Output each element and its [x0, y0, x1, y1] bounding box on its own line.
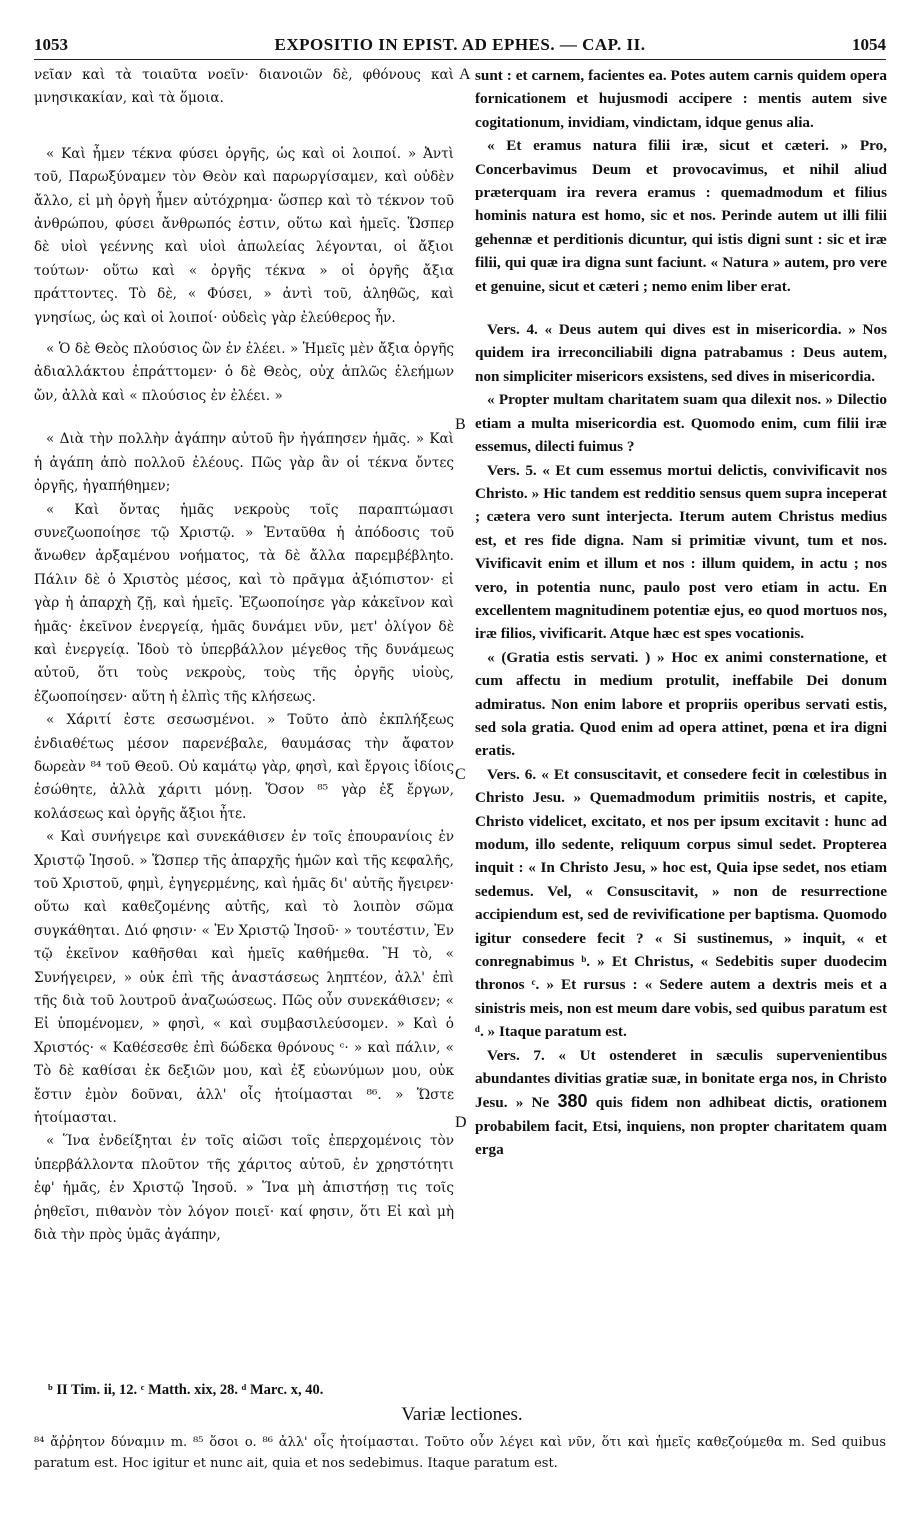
- latin-paragraph: « Et eramus natura filii iræ, sicut et cæteri. » Pro, Concerbavimus Deum et provocavimus, et nihil aliud præterquam ira revera eramus : quemadmodum et filius hominis natura est homo, sic et nos. Perinde autem ut illi filii gehennæ et perditionis dicuntur, qui istis digni sunt : sic et iræ filii, qui quæ ira digna sunt faciunt. « Natura » autem, pro vere et genuine, sicut et cæteri ; nemo enim liber erat.: [475, 137, 887, 295]
- page-number-right: 1054: [852, 35, 886, 54]
- latin-paragraph: [475, 1044, 887, 1162]
- latin-paragraph: « (Gratia estis servati. ) » Hoc ex animi consternatione, et cum affectu in medium protulit, ineffabile Dei donum admiratus. Non enim labore et propriis operibus servati estis, sed sola gratia. Quod enim ad opera attinet, pœna et ira digni eratis.: [475, 648, 887, 760]
- latin-paragraph: Vers. 5. « Et cum essemus mortui delictis, convivificavit nos Christo. » Hic tandem est redditio sensus quem supra inceperat ; cætera vero sunt interjecta. Iterum autem Christus medius est, et res fide digna. Nam si primitiæ vivunt, tum et nos. Vivificavit enim et illum et nos : illum quidem, in actu ; nos vero, in potentia nunc, paulo post vero etiam in actu. En excellentem magnitudinem potentiæ ejus, eo quod mortuos nos, iræ filios, vivificarit. Atque hæc est spes vocationis.: [475, 461, 887, 643]
- greek-paragraph: « Καὶ συνήγειρε καὶ συνεκάθισεν ἐν τοῖς ἐπουρανίοις ἐν Χριστῷ Ἰησοῦ. » Ὥσπερ τῆς ἀπαρχῆς ἡμῶν καὶ τῆς κεφαλῆς, τοῦ Χριστοῦ, φημὶ, ἐγηγερμένης, καὶ ἡμᾶς δι' αὐτῆς ἤγειρεν· οὕτω καὶ καθεζομένης αὐτῆς, καὶ τὸ λοιπὸν σῶμα συγκάθηται. Διό φησιν· « Ἐν Χριστῷ Ἰησοῦ· » τουτέστιν, Ἐν τῷ ἐκεῖνον καθῆσθαι καὶ ἡμεῖς καθήμεθα. Ἢ τὸ, « Συνήγειρεν, » οὐκ ἐπὶ τῆς ἀναστάσεως ληπτέον, ἀλλ' ἐπὶ τῆς διὰ τοῦ λουτροῦ ἀναζωώσεως. Πῶς οὖν συνεκάθισεν; « Εἰ ὑπομένομεν, » φησὶ, « καὶ συμβασιλεύσομεν. » Καὶ ὁ Χριστός· « Καθέσεσθε ἐπὶ δώδεκα θρόνους ᶜ· » καὶ πάλιν, « Τὸ δὲ καθίσαι ἐκ δεξιῶν μου, καὶ ἐξ εὐωνύμων μου, οὐκ ἔστιν ἐμὸν δοῦναι, ἀλλ' οἷς ἡτοίμασται ⁸⁶. » Ὥστε ἡτοίμασται.: [34, 829, 454, 1127]
- latin-text: Vers. 7. « Ut ostenderet in sæculis supervenientibus abundantes divitias gratiæ suæ, in bonitate erga nos, in Christo Jesu. » Ne: [475, 1046, 887, 1112]
- greek-paragraph: νεῖαν καὶ τὰ τοιαῦτα νοεῖν· διανοιῶν δὲ, φθόνους καὶ μνησικακίαν, καὶ τὰ ὅμοια.: [34, 67, 454, 107]
- latin-column: [475, 64, 887, 1162]
- latin-paragraph: « Propter multam charitatem suam qua dilexit nos. » Dilectio etiam a multa misericordia est. Quomodo enim, cum filii iræ essemus, dilecti fuimus ?: [475, 391, 887, 456]
- variae-lectiones-text: ⁸⁴ ἄῤῥητον δύναμιν m. ⁸⁵ ὅσοι o. ⁸⁶ ἀλλ' οἷς ἡτοίμασται. Τοῦτο οὖν λέγει καὶ νῦν, ὅτι καὶ ἡμεῖς καθεζούμεθα m. Sed quibus paratum est. Hoc igitur et nunc ait, quia et nos sedebimus. Itaque paratum est.: [34, 1435, 886, 1471]
- greek-paragraph: « Ὁ δὲ Θεὸς πλούσιος ὢν ἐν ἐλέει. » Ἡμεῖς μὲν ἄξια ὀργῆς ἀδιαλλάκτου ἐπράττομεν· ὁ δὲ Θεὸς, οὐχ ἁπλῶς ἐλεήμων ὤν, ἀλλὰ καὶ « πλούσιος ἐν ἐλέει. »: [34, 341, 454, 404]
- greek-column: [34, 64, 454, 1248]
- greek-paragraph: « Καὶ ὄντας ἡμᾶς νεκροὺς τοῖς παραπτώμασι συνεζωοποίησε τῷ Χριστῷ. » Ἐνταῦθα ἡ ἀπόδοσις τοῦ ἄνωθεν ἀρξαμένου νοήματος, τὰ δὲ ἄλλα παρεμβέβληto. Πάλιν δὲ ὁ Χριστὸς μέσος, καὶ τὸ πρᾶγμα ἀξιόπιστον· εἰ γὰρ ἡ ἀπαρχὴ ζῇ, καὶ ἡμεῖς. Ἐζωοποίησε γὰρ κἀκεῖνον καὶ ἡμᾶς· ἐκεῖνον ἐνεργείᾳ, ἡμᾶς δυνάμει νῦν, μετ' ὀλίγον δὲ καὶ ἐνεργείᾳ. Ἰδοὺ τὸ ὑπερβάλλον μέγεθος τῆς δυνάμεως αὐτοῦ, ὅτι τοὺς νεκροὺς, τοὺς τῆς ὀργῆς υἱοὺς, ἐζωοποίησεν· αὕτη ἡ ἐλπὶς τῆς κλήσεως.: [34, 501, 454, 705]
- latin-paragraph: Vers. 4. « Deus autem qui dives est in misericordia. » Nos quidem ira irreconciliabili digna patrabamus : Deus autem, non simpliciter misericors exsistens, sed dives in misericordia.: [475, 321, 887, 385]
- margin-letter-b: B: [455, 416, 466, 433]
- greek-paragraph: « Χάριτί ἐστε σεσωσμένοι. » Τοῦτο ἀπὸ ἐκπλήξεως ἐνδιαθέτως μέσον παρενέβαλε, θαυμάσας τὴν ἄφατον δωρεὰν ⁸⁴ τοῦ Θεοῦ. Οὐ καμάτῳ γὰρ, φησὶ, καὶ ἔργοις ἰδίοις ἐσώθητε, ἀλλὰ χάριτι μόνῃ. Ὅσον ⁸⁵ γὰρ ἐξ ἔργων, κολάσεως καὶ ὀργῆς ἄξιοι ἦτε.: [34, 712, 454, 822]
- running-header: [34, 33, 886, 60]
- column-number: 380: [557, 1091, 588, 1112]
- running-title: EXPOSITIO IN EPIST. AD EPHES. — CAP. II.: [274, 35, 646, 54]
- latin-paragraph: Vers. 6. « Et consuscitavit, et consedere fecit in cœlestibus in Christo Jesu. » Quemadmodum primitiis nostris, et capite, Christo videlicet, excitato, et nos per ipsum excitavit : hunc ad modum, illo sedente, reliquum corpus simul sedet. Propterea inquit : « In Christo Jesu, » hoc est, Quia ipse sedet, nos etiam sedemus. Vel, « Consuscitavit, » non de resurrectione accipiendum est, sed de revivificatione per baptisma. Quomodo igitur consedere fecit ? « Si sustinemus, » inquit, « et conregnabimus ᵇ. » Et Christus, « Sedebitis super duodecim thronos ᶜ. » Et rursus : « Sedere autem a dextris meis et a sinistris meis, non est meum dare vobis, sed quibus paratum est ᵈ. » Itaque paratum est.: [475, 765, 887, 1041]
- margin-letter-a: A: [459, 66, 471, 83]
- margin-letter-c: C: [455, 766, 466, 783]
- greek-paragraph: « Καὶ ἦμεν τέκνα φύσει ὀργῆς, ὡς καὶ οἱ λοιποί. » Ἀντὶ τοῦ, Παρωξύναμεν τὸν Θεὸν καὶ παρωργίσαμεν, καὶ οὐδὲν ἄλλο, εἰ μὴ ὀργὴ ἦμεν αὐτόχρημα· ὥσπερ καὶ τὸ τέκνον τοῦ ἀνθρώπου, φύσει ἄνθρωπός ἐστιν, οὕτω καὶ ἡμεῖς. Ὥσπερ δὲ υἱοὶ γεέννης καὶ υἱοὶ ἀπωλείας λέγονται, οἱ ἄξιοι τούτων· οὕτω καὶ « ὀργῆς τέκνα » οἱ ὀργῆς ἄξια πράττοντες. Τὸ δὲ, « Φύσει, » ἀντὶ τοῦ, ἀληθῶς, καὶ γνησίως, ὡς καὶ οἱ λοιποί· οὐδεὶς γὰρ ἐλεύθερος ἦν.: [34, 145, 454, 326]
- page-number-left: 1053: [34, 35, 68, 54]
- margin-letter-d: D: [455, 1114, 467, 1131]
- greek-paragraph: « Διὰ τὴν πολλὴν ἀγάπην αὐτοῦ ἣν ἠγάπησεν ἡμᾶς. » Καὶ ἡ ἀγάπη ἀπὸ πολλοῦ ἐλέους. Πῶς γὰρ ἂν οἱ τέκνα ὄντες ὀργῆς, ἠγαπήθημεν;: [34, 431, 454, 495]
- variae-lectiones-title: Variæ lectiones.: [401, 1404, 523, 1425]
- greek-paragraph: « Ἵνα ἐνδείξηται ἐν τοῖς αἰῶσι τοῖς ἐπερχομένοις τὸν ὑπερβάλλοντα πλοῦτον τῆς χάριτος αὐτοῦ, ἐν χρηστότητι ἐφ' ἡμᾶς, ἐν Χριστῷ Ἰησοῦ. » Ἵνα μὴ ἀπιστήσῃ τις τοῖς ῥηθεῖσι, πιθανὸν τὸν λόγον ποιεῖ· καί φησιν, ὅτι Εἰ καὶ μὴ διὰ τὴν πρὸς ὑμᾶς ἀγάπην,: [34, 1133, 454, 1244]
- latin-text: quis fidem non adhibeat dictis, orationem probabilem facit, Etsi, inquiens, non propter charitatem quam erga: [475, 1094, 888, 1159]
- latin-paragraph: sunt : et carnem, facientes ea. Potes autem carnis quidem opera fornicationem et hujusmodi accipere : mentis autem sive cogitationum, invidiam, vindictam, idque genus alia.: [475, 67, 887, 131]
- scripture-footnotes: ᵇ II Tim. ii, 12. ᶜ Matth. xix, 28. ᵈ Marc. x, 40.: [48, 1382, 324, 1398]
